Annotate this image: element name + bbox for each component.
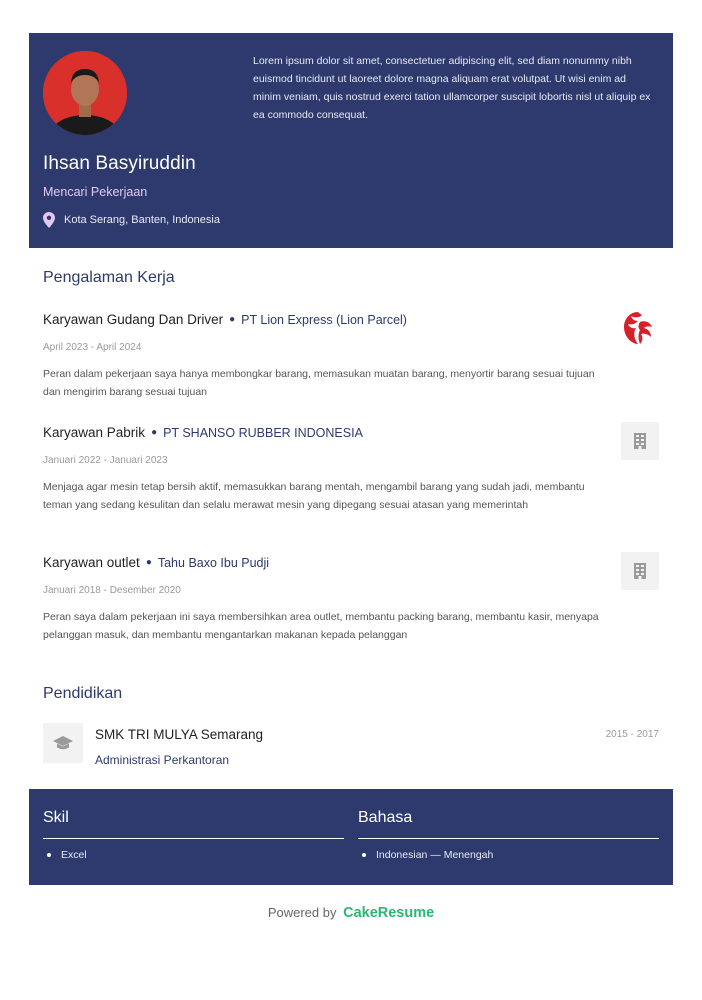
languages-column: [358, 789, 659, 861]
education-years: 2015 - 2017: [605, 729, 659, 740]
graduation-cap-icon: [43, 723, 83, 763]
separator-dot-icon: ●: [151, 427, 158, 438]
profile-name: Ihsan Basyiruddin: [43, 153, 196, 174]
education-major: Administrasi Perkantoran: [95, 753, 230, 767]
separator-dot-icon: ●: [145, 557, 152, 568]
job-position: Karyawan outlet: [43, 555, 140, 570]
experience-section-title: Pengalaman Kerja: [43, 269, 175, 286]
job-description: Menjaga agar mesin tetap bersih aktif, memasukkan barang mentah, mengambil barang yang sudah jadi, membantu teman yang sedang kesulitan dan selalu merawat mesin yang dipegang sesuai atasan yang memerintah: [43, 481, 585, 511]
job-entry: [43, 312, 659, 401]
job-description: Peran dalam pekerjaan saya hanya membongkar barang, memasukan muatan barang, menyortir barang sesuai tujuan dan mengirim barang sesuai tujuan: [43, 368, 595, 398]
building-icon: [621, 422, 659, 460]
language-item: [358, 849, 659, 861]
cakeresume-brand-link[interactable]: CakeResume: [343, 905, 435, 921]
language-label: Indonesian — Menengah: [376, 849, 494, 861]
job-header: [43, 425, 659, 440]
skills-column: [43, 789, 344, 861]
job-header: [43, 555, 659, 570]
location-pin-icon: [43, 212, 55, 228]
profile-location: [43, 212, 220, 228]
powered-by: [0, 905, 702, 921]
job-position: Karyawan Gudang Dan Driver: [43, 312, 224, 327]
job-entry: [43, 425, 659, 514]
powered-by-text: Powered by: [267, 905, 337, 920]
education-entry: [43, 723, 659, 769]
avatar: [43, 51, 127, 135]
job-position: Karyawan Pabrik: [43, 425, 146, 440]
job-company: Tahu Baxo Ibu Pudji: [157, 556, 270, 570]
skills-title: Skil: [43, 809, 344, 839]
separator-dot-icon: ●: [229, 314, 236, 325]
job-dates: Januari 2022 - Januari 2023: [43, 455, 168, 466]
job-dates: Januari 2018 - Desember 2020: [43, 585, 181, 596]
job-company: PT Lion Express (Lion Parcel): [241, 313, 407, 327]
bullet-icon: [362, 853, 366, 857]
resume-page: [29, 33, 673, 861]
profile-summary: Lorem ipsum dolor sit amet, consectetuer adipiscing elit, sed diam nonummy nibh euismod tincidunt ut laoreet dolore magna aliquam erat volutpat. Ut wisi enim ad minim veniam, quis nostrud exerci tation ullamcorper suscipit lobortis nisl ut aliquip ex ea commodo consequat.: [253, 55, 651, 121]
skill-label: Excel: [61, 849, 87, 861]
job-seeking-status: Mencari Pekerjaan: [43, 185, 148, 199]
job-dates: April 2023 - April 2024: [43, 342, 142, 353]
profile-header: [29, 33, 673, 248]
job-description: Peran saya dalam pekerjaan ini saya membersihkan area outlet, membantu packing barang, membantu kasir, menyapa pelanggan masuk, dan membantu mengantarkan makanan kepada pelanggan: [43, 611, 599, 641]
job-company: PT SHANSO RUBBER INDONESIA: [163, 426, 363, 440]
skills-languages-panel: [29, 789, 673, 885]
education-section-title: Pendidikan: [43, 685, 123, 702]
lion-logo-icon: [619, 309, 657, 347]
skill-item: [43, 849, 344, 861]
education-school: SMK TRI MULYA Semarang: [95, 727, 264, 742]
location-text: Kota Serang, Banten, Indonesia: [64, 214, 220, 226]
building-icon: [621, 552, 659, 590]
job-header: [43, 312, 659, 327]
job-entry: [43, 555, 659, 644]
bullet-icon: [47, 853, 51, 857]
languages-title: Bahasa: [358, 809, 659, 839]
